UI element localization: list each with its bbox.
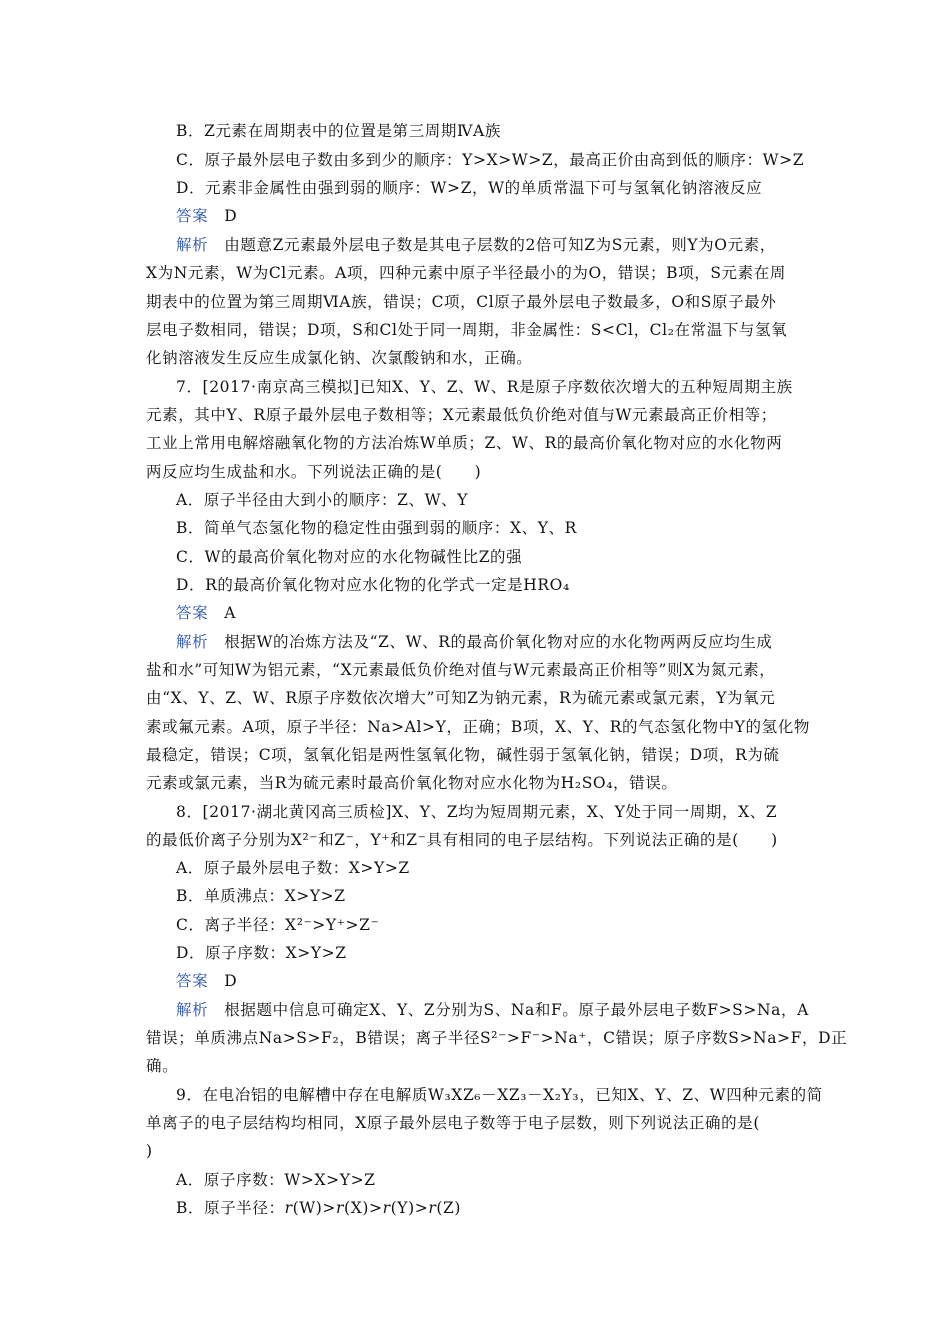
text-line [146, 405, 777, 425]
text-segment: A [208, 604, 237, 622]
text-line [146, 745, 779, 765]
text-segment: r [336, 1199, 345, 1217]
text-line [176, 1000, 809, 1020]
text-line [146, 717, 810, 737]
text-segment: C．原子最外层电子数由多到少的顺序：Y>X>W>Z，最高正价由高到低的顺序：W>Z [176, 151, 805, 169]
text-line [146, 292, 776, 312]
text-line [176, 547, 522, 567]
text-segment: D [208, 207, 238, 225]
text-line [176, 1085, 823, 1105]
text-segment: 根据题中信息可确定X、Y、Z分别为S、Na和F。原子最外层电子数F>S>Na，A [208, 1001, 809, 1019]
text-line [176, 1198, 461, 1218]
text-line [146, 348, 532, 368]
text-line [176, 206, 237, 226]
text-segment: r [284, 1199, 293, 1217]
text-segment: 8．[2017·湖北黄冈高三质检]X、Y、Z均为短周期元素，X、Y处于同一周期，X、Z [176, 803, 778, 821]
answer-label: 解析 [176, 633, 209, 651]
text-line [176, 802, 777, 822]
text-line [176, 490, 468, 510]
text-segment: (X)> [344, 1199, 383, 1217]
text-segment: D．元素非金属性由强到弱的顺序：W>Z，W的单质常温下可与氢氧化钠溶液反应 [176, 179, 763, 197]
text-line [176, 971, 237, 991]
answer-label: 解析 [176, 236, 209, 254]
text-line [146, 1056, 178, 1076]
text-line [146, 1028, 847, 1048]
text-segment: C．离子半径：X²⁻>Y⁺>Z⁻ [176, 916, 380, 934]
text-line [146, 263, 786, 283]
answer-label: 答案 [176, 604, 209, 622]
text-segment: A．原子半径由大到小的顺序：Z、W、Y [176, 491, 469, 509]
text-line [146, 320, 787, 340]
text-segment: C．W的最高价氧化物对应的水化物碱性比Z的强 [176, 548, 523, 566]
text-line [146, 830, 778, 850]
text-segment: D [208, 972, 238, 990]
text-segment: X为N元素，W为Cl元素。A项，四种元素中原子半径最小的为O，错误；B项，S元素在周 [146, 264, 786, 282]
text-line [146, 688, 775, 708]
text-segment: 素或氟元素。A项，原子半径：Na>Al>Y，正确；B项，X、Y、R的气态氢化物中Y的氢化物 [146, 718, 810, 736]
text-segment: 由“X、Y、Z、W、R原子序数依次增大”可知Z为钠元素，R为硫元素或氯元素，Y为氧元 [146, 689, 776, 707]
text-segment: 由题意Z元素最外层电子数是其电子层数的2倍可知Z为S元素，则Y为O元素， [208, 236, 776, 254]
text-line [176, 632, 773, 652]
text-segment: 化钠溶液发生反应生成氯化钠、次氯酸钠和水，正确。 [146, 349, 533, 367]
text-segment: r [428, 1199, 437, 1217]
text-segment: 单离子的电子层结构均相同，X原子最外层电子数等于电子层数，则下列说法正确的是( [146, 1114, 760, 1132]
text-segment: 确。 [146, 1057, 179, 1075]
text-line [176, 603, 236, 623]
text-segment: 两反应均生成盐和水。下列说法正确的是( ) [146, 463, 482, 481]
text-segment: B．Z元素在周期表中的位置是第三周期ⅣA族 [176, 122, 501, 140]
text-segment: 元素，其中Y、R原子最外层电子数相等；X元素最低负价绝对值与W元素最高正价相等； [146, 406, 777, 424]
text-segment: r [382, 1199, 391, 1217]
text-line [146, 1141, 153, 1161]
text-segment: (Z) [436, 1199, 461, 1217]
text-line [176, 518, 577, 538]
text-segment: B．原子半径： [176, 1199, 285, 1217]
text-line [176, 943, 347, 963]
text-segment: 盐和水”可知W为铝元素，“X元素最低负价绝对值与W元素最高正价相等”则X为氮元素， [146, 661, 776, 679]
answer-label: 解析 [176, 1001, 209, 1019]
text-segment: 期表中的位置为第三周期ⅥA族，错误；C项，Cl原子最外层电子数最多，O和S原子最外 [146, 293, 777, 311]
text-segment: 层电子数相同，错误；D项，S和Cl处于同一周期，非金属性：S<Cl，Cl₂在常温下与氢氧 [146, 321, 788, 339]
text-line [176, 150, 804, 170]
text-segment: A．原子最外层电子数：X>Y>Z [176, 859, 410, 877]
text-segment: A．原子序数：W>X>Y>Z [176, 1171, 376, 1189]
text-segment: 元素或氯元素，当R为硫元素时最高价氧化物对应水化物为H₂SO₄，错误。 [146, 774, 678, 792]
text-segment: 的最低价离子分别为X²⁻和Z⁻，Y⁺和Z⁻具有相同的电子层结构。下列说法正确的是( ) [146, 831, 778, 849]
text-line [146, 773, 677, 793]
text-line [176, 915, 379, 935]
text-line [146, 433, 782, 453]
text-segment: (W)> [292, 1199, 337, 1217]
text-line [176, 1170, 376, 1190]
text-segment: 最稳定，错误；C项，氢氧化铝是两性氢氧化物，碱性弱于氢氧化钠，错误；D项，R为硫 [146, 746, 780, 764]
text-segment: 工业上常用电解熔融氧化物的方法冶炼W单质；Z、W、R的最高价氧化物对应的水化物两 [146, 434, 783, 452]
text-line [146, 462, 481, 482]
text-line [176, 858, 410, 878]
text-segment: 7．[2017·南京高三模拟]已知X、Y、Z、W、R是原子序数依次增大的五种短周期主族 [176, 378, 793, 396]
text-segment: 9．在电冶铝的电解槽中存在电解质W₃XZ₆－XZ₃－X₂Y₃，已知X、Y、Z、W四种元素的简 [176, 1086, 823, 1104]
text-line [146, 1113, 760, 1133]
text-segment: ) [146, 1142, 153, 1160]
answer-label: 答案 [176, 207, 209, 225]
answer-label: 答案 [176, 972, 209, 990]
text-line [176, 235, 776, 255]
text-segment: 根据W的冶炼方法及“Z、W、R的最高价氧化物对应的水化物两两反应均生成 [208, 633, 773, 651]
text-line [176, 886, 346, 906]
text-segment: 错误；单质沸点Na>S>F₂，B错误；离子半径S²⁻>F⁻>Na⁺，C错误；原子序数S>Na>F，D正 [146, 1029, 848, 1047]
text-line [176, 575, 570, 595]
text-line [176, 178, 762, 198]
text-segment: (Y)> [390, 1199, 429, 1217]
text-line [146, 660, 775, 680]
text-segment: B．简单气态氢化物的稳定性由强到弱的顺序：X、Y、R [176, 519, 577, 537]
text-segment: D．原子序数：X>Y>Z [176, 944, 347, 962]
text-segment: B．单质沸点：X>Y>Z [176, 887, 346, 905]
text-line [176, 377, 793, 397]
text-segment: D．R的最高价氧化物对应水化物的化学式一定是HRO₄ [176, 576, 570, 594]
text-line [176, 121, 501, 141]
